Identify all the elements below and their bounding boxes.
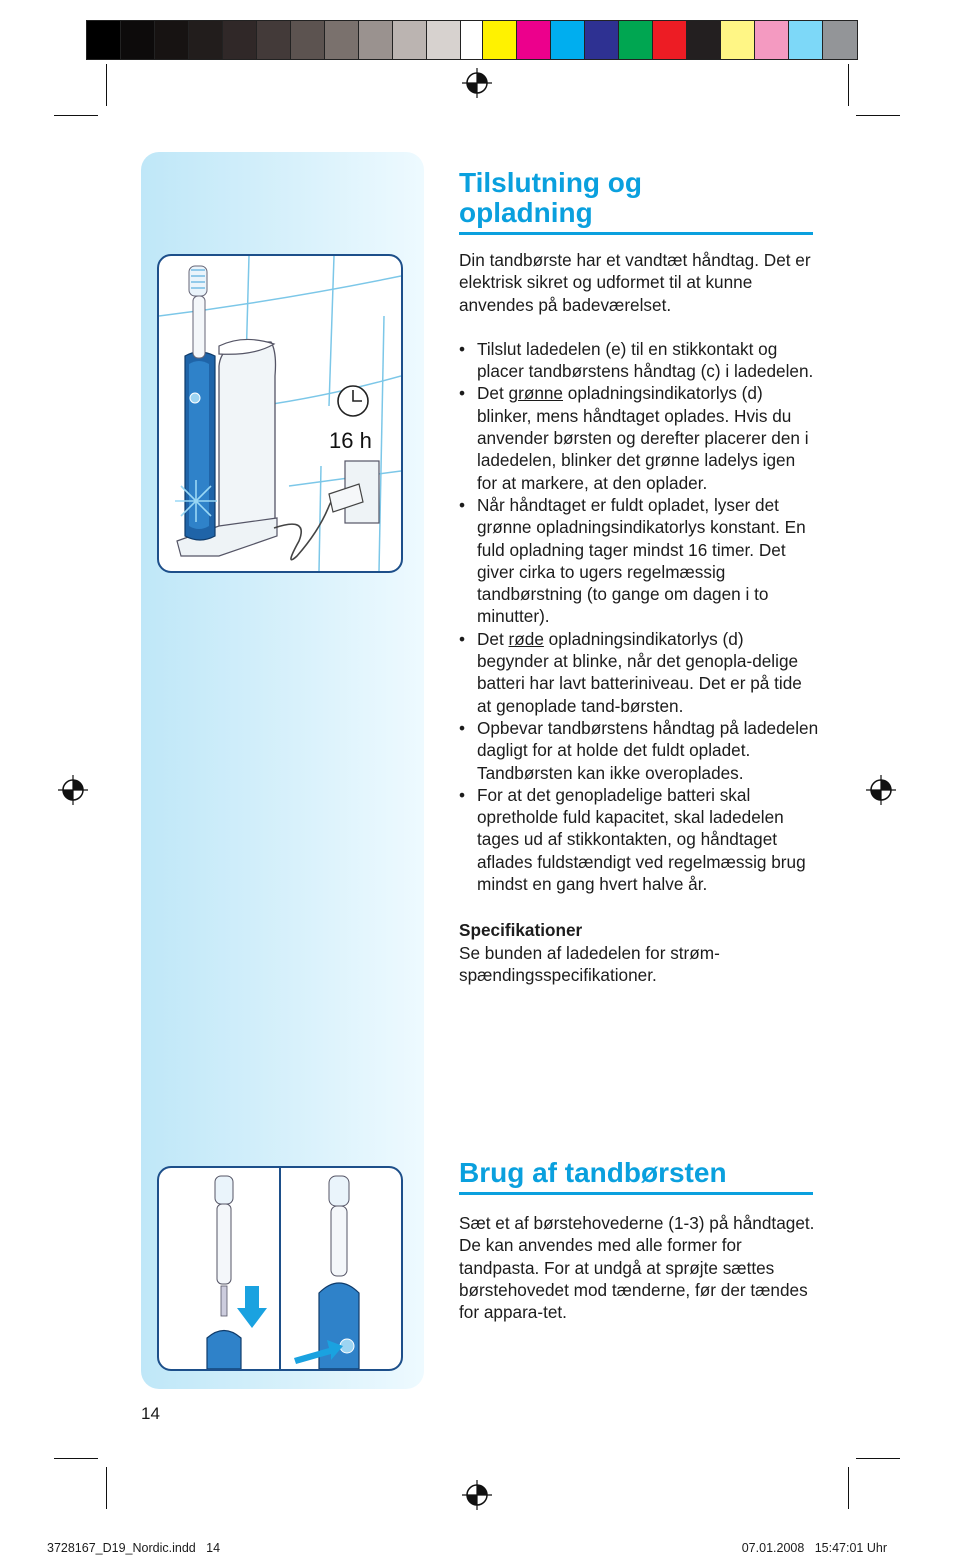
timer-label: 16 h [329, 428, 372, 453]
swatch [257, 21, 291, 59]
swatch [155, 21, 189, 59]
toothbrush-charger-icon [159, 256, 401, 571]
swatch [653, 21, 687, 59]
footer-file-info: 3728167_D19_Nordic.indd 14 [47, 1541, 221, 1555]
swatch [325, 21, 359, 59]
charging-bullet-list [459, 338, 819, 895]
charging-illustration [157, 254, 403, 573]
section-title-charging [459, 168, 813, 235]
list-item: • Opbevar tandbørstens håndtag på ladedelen dagligt for at holde det fuldt opladet. Tandbørsten kan ikke overoplades. [459, 717, 819, 784]
process-color-bar [482, 20, 858, 60]
crop-mark [856, 1458, 900, 1459]
attach-brush-head-icon [159, 1168, 401, 1369]
crop-mark [848, 64, 849, 106]
crop-mark [54, 115, 98, 116]
swatch [823, 21, 857, 59]
swatch [619, 21, 653, 59]
title-line: opladning [459, 197, 593, 228]
page-number: 14 [141, 1404, 160, 1423]
swatch [427, 21, 461, 59]
crop-mark [856, 115, 900, 116]
section-title-usage: Brug af tandbørsten [459, 1158, 813, 1195]
title-line: Tilslutning og [459, 167, 643, 198]
swatch [291, 21, 325, 59]
grayscale-color-bar [86, 20, 496, 60]
swatch [755, 21, 789, 59]
crop-mark [106, 1467, 107, 1509]
list-item: • For at det genopladelige batteri skal opretholde fuld kapacitet, skal ladedelen tages ud af stikkontakten, og håndtaget aflades fuldstændigt ved regelmæssig brug mindst en gang hvert halve år. [459, 784, 819, 895]
text: opladningsindikatorlys (d) blinker, mens håndtaget oplades. Hvis du anvender børsten og derefter placerer den i ladedelen, blinker det grønne ladelys igen for at markere, at den oplader. [477, 383, 809, 493]
swatch [121, 21, 155, 59]
underlined-word: grønne [508, 383, 563, 404]
text: Det [477, 383, 509, 404]
registration-mark-icon [866, 775, 896, 805]
swatch [517, 21, 551, 59]
usage-body [459, 1212, 819, 1323]
underlined-word: røde [508, 628, 544, 649]
charging-body [459, 249, 819, 986]
text: opladningsindikatorlys (d) begynder at blinke, når det genopla-delige batteri har lavt batteriniveau. Det er på tide at genoplade tand-børsten. [477, 628, 802, 716]
swatch [551, 21, 585, 59]
registration-mark-icon [462, 1480, 492, 1510]
spec-text: Se bunden af ladedelen for strøm-spændingsspecifikationer. [459, 942, 720, 985]
crop-mark [106, 64, 107, 106]
spec-heading: Specifikationer [459, 920, 583, 941]
text: Det [477, 628, 509, 649]
list-item: • Når håndtaget er fuldt opladet, lyser det grønne opladningsindikatorlys konstant. En fuld opladning tager mindst 16 timer. Det giver cirka to ugers regelmæssig tandbørstning (to gange om dagen i to minutter). [459, 494, 819, 628]
swatch [483, 21, 517, 59]
crop-mark [54, 1458, 98, 1459]
swatch [585, 21, 619, 59]
usage-paragraph: Sæt et af børstehovederne (1-3) på håndtaget. De kan anvendes med alle former for tandpasta. For at undgå at sprøjte sættes børstehovedet mod tænderne, før der tændes for appara-tet. [459, 1213, 815, 1323]
swatch [393, 21, 427, 59]
registration-mark-icon [58, 775, 88, 805]
swatch [189, 21, 223, 59]
swatch [721, 21, 755, 59]
list-item [459, 628, 819, 717]
brush-head-illustration [157, 1166, 403, 1371]
registration-mark-icon [462, 68, 492, 98]
swatch [223, 21, 257, 59]
intro-paragraph: Din tandbørste har et vandtæt håndtag. Det er elektrisk sikret og udformet til at kunne anvendes på badeværelset. [459, 250, 811, 315]
crop-mark [848, 1467, 849, 1509]
swatch [359, 21, 393, 59]
footer-timestamp: 07.01.2008 15:47:01 Uhr [741, 1541, 887, 1555]
swatch [789, 21, 823, 59]
list-item [459, 382, 819, 493]
swatch [687, 21, 721, 59]
list-item: • Tilslut ladedelen (e) til en stikkontakt og placer tandbørstens håndtag (c) i ladedelen. [459, 338, 819, 383]
swatch [87, 21, 121, 59]
